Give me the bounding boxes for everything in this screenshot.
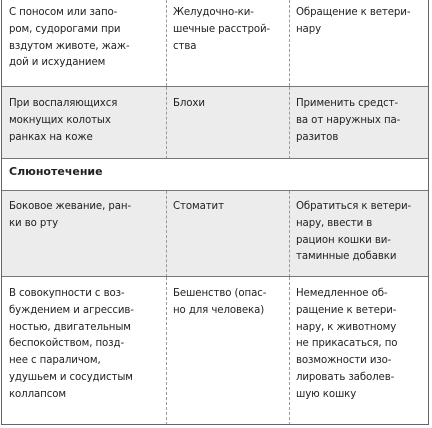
table-row [2, 0, 428, 86]
symptom-cell: Боковое жевание, ран- ки во рту [9, 201, 132, 229]
symptom-cell: В совокупности с воз- буждением и агрессив- ностью, двигательным беспокойством, позд- нее с параличом, удушьем и сосудистым коллапсом [9, 288, 134, 400]
action-cell: Применить средст- ва от наружных па- разитов [296, 98, 401, 143]
column-divider [166, 0, 167, 86]
cause-cell: Бешенство (опас- но для человека) [173, 288, 267, 316]
action-cell: Немедленное об- ращение к ветери- нару, к животному не прикасаться, по возможности изо- лировать заболев- шую кошку [296, 288, 398, 400]
section-header-row [2, 158, 428, 191]
cause-cell: Стоматит [173, 201, 224, 212]
cause-cell: Блохи [173, 98, 205, 109]
column-divider [289, 87, 290, 159]
column-divider [289, 191, 290, 277]
table-row [2, 276, 428, 425]
column-divider [166, 277, 167, 425]
column-divider [166, 191, 167, 277]
column-divider [289, 0, 290, 86]
cause-cell: Желудочно-ки- шечные расстрой- ства [173, 7, 271, 52]
table-row [2, 86, 428, 159]
section-title: Слюнотечение [9, 165, 103, 178]
symptom-table [1, 0, 429, 425]
table-bottom-border [1, 424, 429, 425]
action-cell: Обращение к ветери- нару [296, 7, 411, 35]
action-cell: Обратиться к ветери- нару, ввести в рацион кошки ви- таминные добавки [296, 201, 412, 263]
table-row [2, 190, 428, 277]
symptom-cell: С поносом или запо- ром, судорогами при вздутом животе, жаж- дой и исхуданием [9, 7, 130, 69]
column-divider [289, 277, 290, 425]
symptom-cell: При воспаляющихся мокнущих колотых ранках на коже [9, 98, 118, 143]
column-divider [166, 87, 167, 159]
